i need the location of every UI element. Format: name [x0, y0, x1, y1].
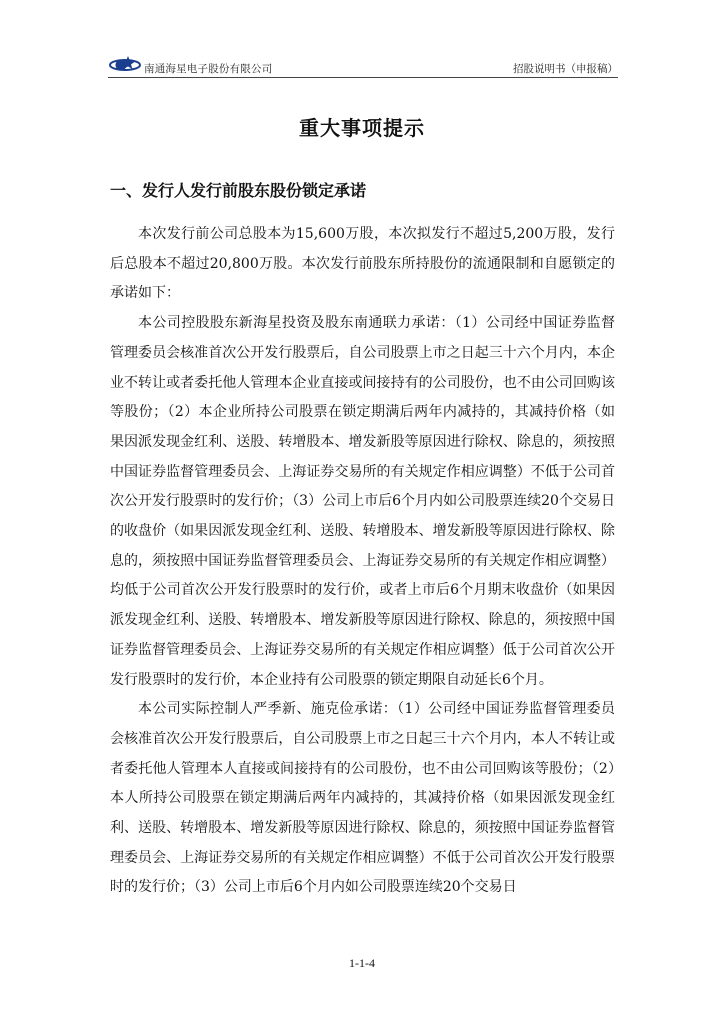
company-logo-icon [108, 54, 142, 76]
company-name: 南通海星电子股份有限公司 [144, 63, 273, 75]
page-title: 重大事项提示 [299, 116, 425, 140]
section-body [110, 220, 615, 903]
document-title: 招股说明书（申报稿） [513, 63, 618, 75]
paragraph: 本公司控股股东新海星投资及股东南通联力承诺：（1）公司经中国证券监督管理委员会核准首次公开发行股票后，自公司股票上市之日起三十六个月内，本企业不转让或者委托他人管理本企业直接或间接持有的公司股份，也不由公司回购该等股份；（2）本企业所持公司股票在锁定期满后两年内减持的，其减持价格（如果因派发现金红利、送股、转增股本、增发新股等原因进行除权、除息的，须按照中国证券监督管理委员会、上海证券交易所的有关规定作相应调整）不低于公司首次公开发行股票时的发行价；（3）公司上市后6个月内如公司股票连续20个交易日的收盘价（如果因派发现金红利、送股、转增股本、增发新股等原因进行除权、除息的，须按照中国证券监督管理委员会、上海证券交易所的有关规定作相应调整）均低于公司首次公开发行股票时的发行价，或者上市后6个月期末收盘价（如果因派发现金红利、送股、转增股本、增发新股等原因进行除权、除息的，须按照中国证券监督管理委员会、上海证券交易所的有关规定作相应调整）低于公司首次公开发行股票时的发行价，本企业持有公司股票的锁定期限自动延长6个月。 [110, 315, 615, 688]
header-divider [108, 77, 618, 78]
paragraph: 本公司实际控制人严季新、施克俭承诺：（1）公司经中国证券监督管理委员会核准首次公开发行股票后，自公司股票上市之日起三十六个月内，本人不转让或者委托他人管理本人直接或间接持有的公司股份，也不由公司回购该等股份；（2）本人所持公司股票在锁定期满后两年内减持的，其减持价格（如果因派发现金红利、送股、转增股本、增发新股等原因进行除权、除息的，须按照中国证券监督管理委员会、上海证券交易所的有关规定作相应调整）不低于公司首次公开发行股票时的发行价；（3）公司上市后6个月内如公司股票连续20个交易日 [110, 701, 615, 896]
page-header [108, 52, 618, 78]
page-number: 1-1-4 [349, 956, 375, 970]
section-heading: 一、发行人发行前股东股份锁定承诺 [110, 181, 367, 200]
paragraph: 本次发行前公司总股本为15,600万股，本次拟发行不超过5,200万股，发行后总股本不超过20,800万股。本次发行前股东所持股份的流通限制和自愿锁定的承诺如下： [110, 226, 615, 302]
